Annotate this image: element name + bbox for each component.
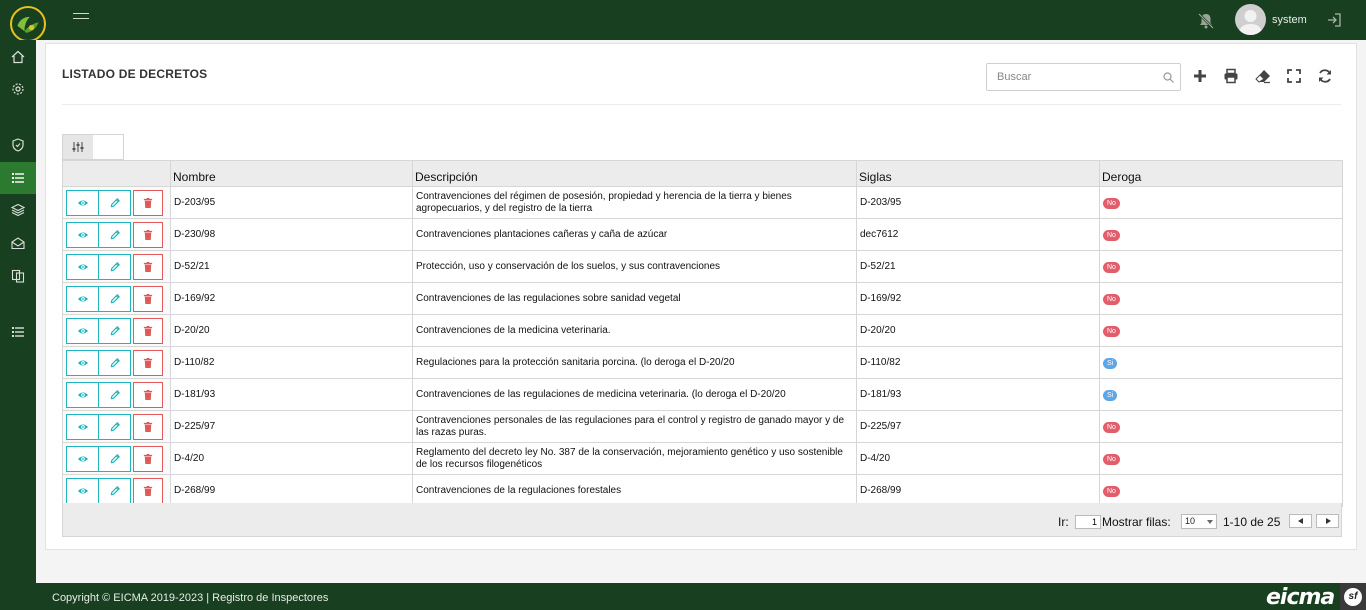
symfony-badge: sf xyxy=(1344,588,1362,606)
copy-icon xyxy=(11,269,25,283)
cell-descripcion: Contravenciones de las regulaciones de medicina veterinaria. (lo deroga el D-20/20 xyxy=(413,379,857,411)
edit-button[interactable] xyxy=(98,222,131,248)
delete-button[interactable] xyxy=(133,286,163,312)
eye-icon xyxy=(77,229,88,240)
eye-icon xyxy=(77,485,88,496)
column-header-descripcion[interactable]: Descripción xyxy=(413,161,857,187)
chevron-right-icon xyxy=(1326,518,1331,524)
delete-button[interactable] xyxy=(133,414,163,440)
pager-rows-label: Mostrar filas: xyxy=(1102,515,1171,529)
bell-off-icon[interactable] xyxy=(1197,12,1215,30)
cell-deroga xyxy=(1100,251,1343,283)
pager-next-button[interactable] xyxy=(1316,514,1339,528)
clear-filters-button[interactable] xyxy=(1255,68,1271,84)
row-actions-cell xyxy=(63,347,171,379)
app-logo[interactable] xyxy=(10,6,46,42)
pencil-icon xyxy=(109,261,120,272)
view-button[interactable] xyxy=(66,286,99,312)
view-button[interactable] xyxy=(66,350,99,376)
view-button[interactable] xyxy=(66,414,99,440)
trash-icon xyxy=(143,389,154,400)
row-actions-cell xyxy=(63,315,171,347)
fullscreen-button[interactable] xyxy=(1286,68,1302,84)
row-actions-cell xyxy=(63,187,171,219)
view-button[interactable] xyxy=(66,190,99,216)
cell-siglas: D-4/20 xyxy=(857,443,1100,475)
footer xyxy=(36,583,1366,610)
leaf-logo-icon xyxy=(12,8,44,40)
cell-siglas: D-20/20 xyxy=(857,315,1100,347)
edit-button[interactable] xyxy=(98,318,131,344)
main-content xyxy=(36,40,1366,583)
rows-per-page-value: 10 xyxy=(1185,516,1196,526)
edit-button[interactable] xyxy=(98,382,131,408)
footer-logo: eicma xyxy=(1266,585,1335,610)
pencil-icon xyxy=(109,453,120,464)
pager xyxy=(62,503,1342,537)
delete-button[interactable] xyxy=(133,350,163,376)
gear-icon xyxy=(11,82,25,96)
edit-button[interactable] xyxy=(98,190,131,216)
edit-button[interactable] xyxy=(98,414,131,440)
pager-goto-input[interactable] xyxy=(1075,515,1101,529)
trash-icon xyxy=(143,453,154,464)
content-card xyxy=(45,43,1357,550)
cell-deroga xyxy=(1100,187,1343,219)
layers-icon xyxy=(11,203,25,217)
delete-button[interactable] xyxy=(133,382,163,408)
view-button[interactable] xyxy=(66,318,99,344)
table-row xyxy=(63,475,1343,507)
deroga-badge: No xyxy=(1103,326,1120,337)
table-row xyxy=(63,315,1343,347)
cell-deroga xyxy=(1100,315,1343,347)
user-avatar[interactable] xyxy=(1235,4,1266,35)
cell-descripcion: Contravenciones del régimen de posesión, propiedad y herencia de la tierra y bienes agropecuarios, y del registro de la tierra xyxy=(413,187,857,219)
table-row xyxy=(63,443,1343,475)
edit-button[interactable] xyxy=(98,350,131,376)
expand-icon xyxy=(1286,68,1302,84)
cell-nombre: D-181/93 xyxy=(171,379,413,411)
row-actions-cell xyxy=(63,379,171,411)
sidebar-item-home[interactable] xyxy=(0,41,36,73)
chevron-left-icon xyxy=(1298,518,1303,524)
trash-icon xyxy=(143,325,154,336)
cell-siglas: D-181/93 xyxy=(857,379,1100,411)
cell-siglas: D-52/21 xyxy=(857,251,1100,283)
delete-button[interactable] xyxy=(133,190,163,216)
delete-button[interactable] xyxy=(133,478,163,504)
top-navbar xyxy=(0,0,1366,40)
cell-descripcion: Regulaciones para la protección sanitaria porcina. (lo deroga el D-20/20 xyxy=(413,347,857,379)
pencil-icon xyxy=(109,325,120,336)
deroga-badge: No xyxy=(1103,454,1120,465)
cell-siglas: D-268/99 xyxy=(857,475,1100,507)
chevron-down-icon xyxy=(1207,520,1213,524)
row-actions-cell xyxy=(63,411,171,443)
edit-button[interactable] xyxy=(98,286,131,312)
pencil-icon xyxy=(109,357,120,368)
trash-icon xyxy=(143,421,154,432)
cell-descripcion: Reglamento del decreto ley No. 387 de la conservación, mejoramiento genético y uso sostenible de los recursos filogenéticos xyxy=(413,443,857,475)
rows-per-page-select[interactable] xyxy=(1181,514,1217,529)
cell-siglas: dec7612 xyxy=(857,219,1100,251)
column-header-siglas[interactable]: Siglas xyxy=(857,161,1100,187)
deroga-badge: No xyxy=(1103,262,1120,273)
cell-nombre: D-225/97 xyxy=(171,411,413,443)
cell-siglas: D-110/82 xyxy=(857,347,1100,379)
decretos-table xyxy=(62,160,1343,507)
pencil-icon xyxy=(109,293,120,304)
sliders-icon xyxy=(72,141,84,153)
cell-nombre: D-169/92 xyxy=(171,283,413,315)
refresh-button[interactable] xyxy=(1317,68,1333,84)
list-icon xyxy=(11,325,25,339)
column-header-deroga[interactable]: Deroga xyxy=(1100,161,1343,187)
table-row xyxy=(63,283,1343,315)
shield-icon xyxy=(11,138,25,152)
pencil-icon xyxy=(109,229,120,240)
cell-descripcion: Contravenciones plantaciones cañeras y caña de azúcar xyxy=(413,219,857,251)
table-row xyxy=(63,411,1343,443)
pager-prev-button[interactable] xyxy=(1289,514,1312,528)
sidebar-item-security[interactable] xyxy=(0,129,36,161)
view-button[interactable] xyxy=(66,478,99,504)
sidebar-item-documents[interactable] xyxy=(0,260,36,292)
page-title: LISTADO DE DECRETOS xyxy=(62,67,208,81)
pencil-icon xyxy=(109,389,120,400)
envelope-icon xyxy=(11,236,25,250)
cell-deroga xyxy=(1100,475,1343,507)
trash-icon xyxy=(143,485,154,496)
search-input[interactable] xyxy=(987,64,1157,90)
plus-icon xyxy=(1192,68,1208,84)
table-row xyxy=(63,347,1343,379)
cell-nombre: D-203/95 xyxy=(171,187,413,219)
row-actions-cell xyxy=(63,443,171,475)
view-button[interactable] xyxy=(66,254,99,280)
list-icon xyxy=(11,171,25,185)
cell-descripcion: Protección, uso y conservación de los suelos, y sus contravenciones xyxy=(413,251,857,283)
edit-button[interactable] xyxy=(98,446,131,472)
deroga-badge: No xyxy=(1103,198,1120,209)
cell-descripcion: Contravenciones de las regulaciones sobre sanidad vegetal xyxy=(413,283,857,315)
pencil-icon xyxy=(109,485,120,496)
cell-nombre: D-230/98 xyxy=(171,219,413,251)
sidebar xyxy=(0,40,36,610)
cell-deroga xyxy=(1100,347,1343,379)
cell-deroga xyxy=(1100,219,1343,251)
delete-button[interactable] xyxy=(133,254,163,280)
deroga-badge: Si xyxy=(1103,390,1117,401)
view-button[interactable] xyxy=(66,222,99,248)
eye-icon xyxy=(77,261,88,272)
eye-icon xyxy=(77,453,88,464)
cell-descripcion: Contravenciones de la regulaciones forestales xyxy=(413,475,857,507)
row-actions-cell xyxy=(63,251,171,283)
eye-icon xyxy=(77,389,88,400)
eye-icon xyxy=(77,325,88,336)
trash-icon xyxy=(143,293,154,304)
cell-siglas: D-169/92 xyxy=(857,283,1100,315)
table-row xyxy=(63,219,1343,251)
cell-nombre: D-110/82 xyxy=(171,347,413,379)
delete-button[interactable] xyxy=(133,318,163,344)
row-actions-cell xyxy=(63,283,171,315)
search-box[interactable] xyxy=(986,63,1181,91)
deroga-badge: No xyxy=(1103,486,1120,497)
eye-icon xyxy=(77,197,88,208)
symfony-toolbar-toggle[interactable] xyxy=(1340,583,1366,610)
pager-range-text: 1-10 de 25 xyxy=(1223,515,1281,529)
cell-nombre: D-52/21 xyxy=(171,251,413,283)
deroga-badge: No xyxy=(1103,422,1120,433)
sidebar-item-decretos[interactable] xyxy=(0,162,36,194)
sidebar-item-settings[interactable] xyxy=(0,73,36,105)
trash-icon xyxy=(143,197,154,208)
trash-icon xyxy=(143,357,154,368)
edit-button[interactable] xyxy=(98,478,131,504)
delete-button[interactable] xyxy=(133,446,163,472)
eye-icon xyxy=(77,421,88,432)
trash-icon xyxy=(143,261,154,272)
eye-icon xyxy=(77,357,88,368)
eraser-icon xyxy=(1255,68,1271,84)
sidebar-item-mail[interactable] xyxy=(0,227,36,259)
column-chooser[interactable] xyxy=(62,134,124,160)
column-chooser-button[interactable] xyxy=(63,135,93,159)
eye-icon xyxy=(77,293,88,304)
title-divider xyxy=(62,104,1341,105)
logout-icon[interactable] xyxy=(1326,12,1342,28)
print-icon xyxy=(1223,68,1239,84)
cell-siglas: D-225/97 xyxy=(857,411,1100,443)
home-icon xyxy=(11,50,25,64)
user-name[interactable]: system xyxy=(1272,14,1307,26)
sidebar-item-list[interactable] xyxy=(0,316,36,348)
table-row xyxy=(63,187,1343,219)
row-actions-cell xyxy=(63,475,171,507)
cell-deroga xyxy=(1100,443,1343,475)
table-row xyxy=(63,379,1343,411)
deroga-badge: No xyxy=(1103,294,1120,305)
edit-button[interactable] xyxy=(98,254,131,280)
pencil-icon xyxy=(109,197,120,208)
footer-copyright: Copyright © EICMA 2019-2023 | Registro de Inspectores xyxy=(52,592,329,604)
search-icon[interactable] xyxy=(1163,72,1174,83)
cell-nombre: D-20/20 xyxy=(171,315,413,347)
deroga-badge: Si xyxy=(1103,358,1117,369)
trash-icon xyxy=(143,229,154,240)
view-button[interactable] xyxy=(66,382,99,408)
column-header-nombre[interactable]: Nombre xyxy=(171,161,413,187)
menu-toggle-icon[interactable] xyxy=(73,13,89,23)
table-header-row xyxy=(63,161,1343,187)
row-actions-cell xyxy=(63,219,171,251)
cell-nombre: D-4/20 xyxy=(171,443,413,475)
cell-siglas: D-203/95 xyxy=(857,187,1100,219)
delete-button[interactable] xyxy=(133,222,163,248)
cell-descripcion: Contravenciones de la medicina veterinaria. xyxy=(413,315,857,347)
table-row xyxy=(63,251,1343,283)
cell-deroga xyxy=(1100,283,1343,315)
deroga-badge: No xyxy=(1103,230,1120,241)
column-header-actions xyxy=(63,161,171,187)
print-button[interactable] xyxy=(1223,68,1239,84)
cell-descripcion: Contravenciones personales de las regulaciones para el control y registro de ganado mayor y de las razas puras. xyxy=(413,411,857,443)
pencil-icon xyxy=(109,421,120,432)
pager-goto-label: Ir: xyxy=(1058,515,1069,529)
cell-deroga xyxy=(1100,379,1343,411)
add-button[interactable] xyxy=(1192,68,1208,84)
cell-deroga xyxy=(1100,411,1343,443)
refresh-icon xyxy=(1317,68,1333,84)
sidebar-item-layers[interactable] xyxy=(0,194,36,226)
view-button[interactable] xyxy=(66,446,99,472)
cell-nombre: D-268/99 xyxy=(171,475,413,507)
